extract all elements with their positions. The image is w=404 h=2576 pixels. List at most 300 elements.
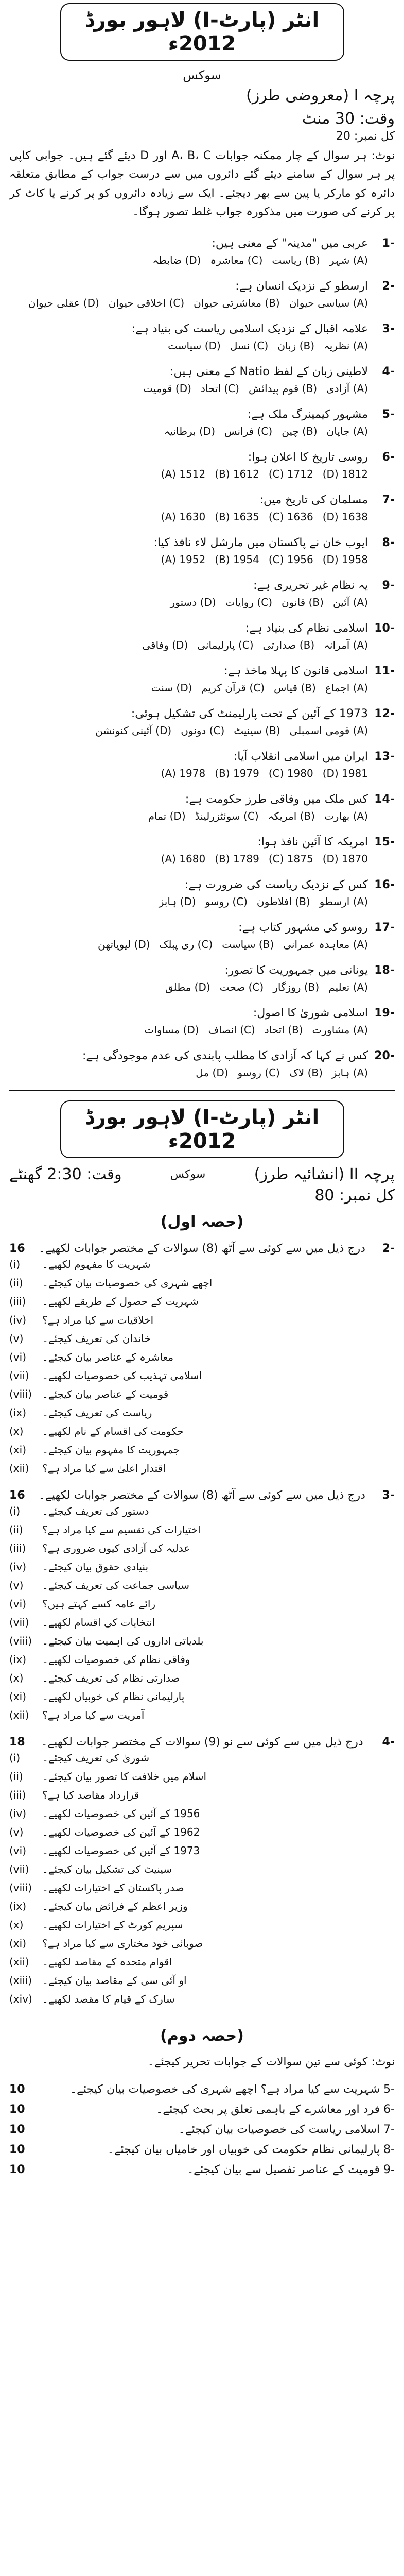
mcq-options xyxy=(9,466,395,482)
paper2-marks: کل نمبر: 80 xyxy=(314,1187,395,1205)
mcq-item xyxy=(9,237,395,268)
long-question-text: پارلیمانی نظام حکومت کی خوبیاں اور خامیاں بیان کیجئے۔ xyxy=(107,2143,380,2157)
long-question-number: -7 xyxy=(380,2123,395,2137)
mcq-option: 1958 (D) xyxy=(322,553,368,566)
mcq-question xyxy=(9,622,395,635)
mcq-item xyxy=(9,451,395,482)
short-question-number: (xi) xyxy=(9,1444,26,1456)
mcq-option: (A) قومی اسمبلی xyxy=(289,724,368,737)
mcq-item xyxy=(9,536,395,568)
mcq-question xyxy=(9,365,395,378)
mcq-option: 1636 (C) xyxy=(268,511,313,523)
mcq-options xyxy=(9,680,395,696)
short-question xyxy=(9,1311,395,1329)
short-question-number: (v) xyxy=(9,1332,24,1345)
mcq-item xyxy=(9,707,395,739)
short-question-text: بلدیاتی اداروں کی اہمیت بیان کیجئے۔ xyxy=(42,1635,204,1648)
long-question-body xyxy=(108,2143,395,2156)
short-question-text: اقتدار اعلیٰ سے کیا مراد ہے؟ xyxy=(42,1462,166,1475)
short-question xyxy=(9,1804,395,1823)
mcq-number: -2 xyxy=(382,280,395,293)
mcq-option: (D) مطلق xyxy=(165,981,210,994)
short-question xyxy=(9,1786,395,1804)
mcq-option: (B) چین xyxy=(282,425,318,438)
mcq-option: (A) ارسطو xyxy=(319,895,368,908)
short-question xyxy=(9,1934,395,1953)
short-question-text: اخلاقیات سے کیا مراد ہے؟ xyxy=(42,1314,154,1327)
short-question xyxy=(9,1557,395,1576)
mcq-option: (A) سیاسی حیوان xyxy=(289,297,368,310)
question-marks: 16 xyxy=(9,1242,25,1256)
long-question-body xyxy=(70,2083,395,2096)
mcq-number: -11 xyxy=(374,665,395,678)
mcq-option: 1980 (C) xyxy=(268,767,313,780)
long-question-body xyxy=(156,2103,395,2116)
question-number: -2 xyxy=(382,1242,395,1256)
mcq-stem: اسلامی قانون کا پہلا ماخذ ہے: xyxy=(224,665,368,678)
mcq-option: 1978 (A) xyxy=(161,767,206,780)
mcq-option: 1630 (A) xyxy=(161,511,206,523)
mcq-number: -20 xyxy=(374,1049,395,1063)
mcq-item xyxy=(9,622,395,653)
short-question-text: اقوام متحدہ کے مقاصد لکھیے۔ xyxy=(42,1956,172,1969)
mcq-option: (B) افلاطون xyxy=(256,895,310,908)
short-question xyxy=(9,1916,395,1934)
long-question-marks: 10 xyxy=(9,2103,25,2116)
short-question xyxy=(9,1613,395,1632)
short-question-number: (v) xyxy=(9,1579,24,1592)
mcq-option: 1512 (A) xyxy=(161,468,206,481)
short-question-text: انتخابات کی اقسام لکھیے۔ xyxy=(42,1616,155,1629)
mcq-number: -13 xyxy=(374,750,395,764)
paper2-type: پرچہ II (انشائیہ طرز) xyxy=(254,1165,395,1184)
mcq-option: (D) ہابز xyxy=(159,895,196,908)
short-question-number: (ii) xyxy=(9,1277,23,1290)
mcq-option: (D) تمام xyxy=(148,810,186,823)
mcq-option: 1812 (D) xyxy=(322,468,368,481)
long-question-text: اسلامی ریاست کی خصوصیات بیان کیجئے۔ xyxy=(178,2123,380,2137)
mcq-option: (C) روایات xyxy=(225,596,272,609)
paper1-marks: کل نمبر: 20 xyxy=(336,130,395,143)
short-question-number: (x) xyxy=(9,1919,24,1931)
short-question-text: شہریت کا مفہوم لکھیے۔ xyxy=(42,1258,151,1271)
mcq-option: (D) قومیت xyxy=(143,382,191,395)
mcq-option: 1638 (D) xyxy=(322,511,368,523)
short-question xyxy=(9,1440,395,1459)
mcq-question xyxy=(9,280,395,293)
short-question xyxy=(9,1255,395,1274)
mcq-number: -10 xyxy=(374,622,395,635)
mcq-number: -9 xyxy=(382,579,395,592)
mcq-stem: یونانی میں جمہوریت کا تصور: xyxy=(224,964,368,977)
short-question-text: صدارتی نظام کی تعریف کیجئے۔ xyxy=(42,1672,180,1685)
short-question xyxy=(9,1348,395,1366)
mcq-option: (B) لاک xyxy=(289,1066,323,1079)
short-question-text: خاندان کی تعریف کیجئے۔ xyxy=(42,1332,151,1345)
short-question xyxy=(9,1576,395,1595)
mcq-option: 1789 (B) xyxy=(215,853,259,866)
question-instruction: درج ذیل میں سے کوئی سے آٹھ (8) سوالات کے مختصر جوابات لکھیے۔ xyxy=(39,1489,365,1502)
long-question-number: -9 xyxy=(380,2163,395,2177)
mcq-item xyxy=(9,365,395,397)
short-question-text: آمریت سے کیا مراد ہے؟ xyxy=(42,1709,145,1722)
mcq-option: (D) آئینی کنونشن xyxy=(95,724,172,737)
mcq-option: (A) ہابز xyxy=(331,1066,368,1079)
mcq-item xyxy=(9,793,395,824)
mcq-option: (D) برطانیہ xyxy=(164,425,216,438)
mcq-item xyxy=(9,836,395,867)
mcq-stem: روسی تاریخ کا اعلان ہوا: xyxy=(248,451,368,464)
mcq-question xyxy=(9,707,395,720)
short-question-number: (iv) xyxy=(9,1807,26,1820)
mcq-stem: کس کے نزدیک ریاست کی ضرورت ہے: xyxy=(185,878,368,892)
mcq-option: (D) سیاست xyxy=(168,340,221,352)
paper2-title: انٹر (پارٹ-I) لاہور بورڈ 2012ء xyxy=(60,1100,344,1158)
mcq-item xyxy=(9,878,395,910)
mcq-option: 1875 (C) xyxy=(268,853,313,866)
mcq-stem: ایوب خان نے پاکستان میں مارشل لاء نافذ کیا: xyxy=(153,536,368,550)
long-question-text: شہریت سے کیا مراد ہے؟ اچھے شہری کی خصوصیات بیان کیجئے۔ xyxy=(70,2083,380,2096)
question-head xyxy=(9,1242,395,1255)
short-question xyxy=(9,1971,395,1990)
short-question-number: (iii) xyxy=(9,1295,26,1308)
short-question-number: (vii) xyxy=(9,1616,29,1629)
short-question-text: صوبائی خود مختاری سے کیا مراد ہے؟ xyxy=(42,1937,203,1950)
mcq-option: (C) اتحاد xyxy=(200,382,239,395)
mcq-list xyxy=(0,237,404,1081)
mcq-options xyxy=(9,637,395,653)
short-question-text: دستور کی تعریف کیجئے۔ xyxy=(42,1505,149,1518)
mcq-number: -5 xyxy=(382,408,395,421)
mcq-option: (C) انصاف xyxy=(208,1024,255,1037)
mcq-stem: اسلامی نظام کی بنیاد ہے: xyxy=(245,622,368,635)
mcq-question xyxy=(9,793,395,806)
mcq-number: -16 xyxy=(374,878,395,892)
mcq-question xyxy=(9,1007,395,1020)
long-question-number: -6 xyxy=(380,2103,395,2116)
mcq-option: (A) آئین xyxy=(332,596,368,609)
long-question xyxy=(0,2103,404,2116)
short-question-number: (vi) xyxy=(9,1598,26,1611)
mcq-option: (C) پارلیمانی xyxy=(197,639,254,652)
question-marks: 18 xyxy=(9,1736,25,1749)
mcq-stem: کس ملک میں وفاقی طرز حکومت ہے: xyxy=(185,793,368,806)
mcq-item xyxy=(9,921,395,953)
mcq-option: (B) امریکہ xyxy=(268,810,315,823)
short-question-number: (xi) xyxy=(9,1937,26,1950)
short-question-text: او آئی سی کے مقاصد بیان کیجئے۔ xyxy=(42,1974,187,1987)
short-question-number: (ii) xyxy=(9,1523,23,1536)
mcq-option: (D) وفاقی xyxy=(142,639,188,652)
mcq-options xyxy=(9,1022,395,1038)
mcq-option: (D) مساوات xyxy=(144,1024,199,1037)
mcq-option: (C) معاشرہ xyxy=(210,254,263,267)
short-question xyxy=(9,1502,395,1520)
short-question xyxy=(9,1459,395,1478)
question-head xyxy=(9,1736,395,1749)
short-question-number: (vii) xyxy=(9,1863,29,1876)
mcq-options xyxy=(9,765,395,782)
short-question-text: ریاست کی تعریف کیجئے۔ xyxy=(42,1406,152,1419)
mcq-option: (A) بھارت xyxy=(324,810,368,823)
short-question-number: (vi) xyxy=(9,1351,26,1364)
section2-title: (حصہ دوم) xyxy=(160,2027,244,2045)
short-question-number: (ix) xyxy=(9,1900,26,1913)
short-question-text: 1962 کے آئین کی خصوصیات لکھیے۔ xyxy=(42,1826,200,1839)
mcq-number: -1 xyxy=(382,237,395,250)
mcq-option: (C) قرآن کریم xyxy=(201,682,265,694)
mcq-option: (B) روزگار xyxy=(273,981,320,994)
mcq-stem: یہ نظام غیر تحریری ہے: xyxy=(253,579,368,592)
paper2-subject: سوکس xyxy=(170,1168,206,1181)
short-question xyxy=(9,1878,395,1897)
mcq-options xyxy=(9,551,395,568)
mcq-option: (B) صدارتی xyxy=(262,639,315,652)
short-question-number: (ix) xyxy=(9,1653,26,1666)
short-question-number: (vii) xyxy=(9,1369,29,1382)
short-question-number: (vi) xyxy=(9,1844,26,1857)
mcq-item xyxy=(9,280,395,311)
short-question-number: (xiv) xyxy=(9,1993,32,2006)
short-question-text: سیاسی جماعت کی تعریف کیجئے۔ xyxy=(42,1579,189,1592)
mcq-option: (D) ضابطہ xyxy=(152,254,201,267)
short-question-text: معاشرہ کے عناصر بیان کیجئے۔ xyxy=(42,1351,174,1364)
mcq-options xyxy=(9,509,395,525)
mcq-number: -3 xyxy=(382,323,395,336)
short-question-number: (x) xyxy=(9,1672,24,1685)
mcq-question xyxy=(9,536,395,549)
long-question-marks: 10 xyxy=(9,2163,25,2177)
long-question xyxy=(0,2123,404,2136)
long-question-number: -5 xyxy=(380,2083,395,2096)
question-2 xyxy=(0,1242,404,1478)
mcq-option: 1870 (D) xyxy=(322,853,368,866)
short-question-number: (i) xyxy=(9,1258,21,1271)
short-question xyxy=(9,1669,395,1687)
short-question-number: (xii) xyxy=(9,1709,29,1722)
short-question-number: (iv) xyxy=(9,1314,26,1327)
short-question-text: سپریم کورٹ کے اختیارات لکھیے۔ xyxy=(42,1919,183,1931)
mcq-item xyxy=(9,408,395,439)
mcq-question xyxy=(9,665,395,677)
mcq-stem: مشہور کیمینرگ ملک ہے: xyxy=(247,408,368,421)
mcq-option: 1635 (B) xyxy=(215,511,259,523)
short-question-text: 1973 کے آئین کی خصوصیات لکھیے۔ xyxy=(42,1844,200,1857)
short-question-text: اچھے شہری کی خصوصیات بیان کیجئے۔ xyxy=(42,1277,213,1290)
mcq-item xyxy=(9,964,395,995)
mcq-option: (D) دستور xyxy=(170,596,216,609)
mcq-option: (D) سنت xyxy=(151,682,192,694)
mcq-option: 1712 (C) xyxy=(268,468,313,481)
long-question-number: -8 xyxy=(380,2143,395,2157)
paper1-note: نوٹ: ہر سوال کے چار ممکنہ جوابات A، B، C اور D دیئے گئے ہیں۔ جوابی کاپی پر ہر سوال کے سامنے دیئے گئے دائروں میں سے درست جواب کے مطابق متعلقہ دائرہ کو مارکر یا پین سے بھر دیجئے۔ ایک سے زیادہ دائروں کو پر کرنے یا کاٹ کر پر کرنے کی صورت میں مذکورہ جواب غلط تصور ہوگا۔ xyxy=(9,149,395,218)
mcq-question xyxy=(9,323,395,335)
mcq-options xyxy=(9,594,395,611)
mcq-option: 1979 (B) xyxy=(215,767,259,780)
mcq-number: -17 xyxy=(374,921,395,935)
mcq-stem: روسو کی مشہور کتاب ہے: xyxy=(238,921,368,935)
mcq-question xyxy=(9,921,395,934)
mcq-options xyxy=(9,936,395,953)
short-question-text: جمہوریت کا مفہوم بیان کیجئے۔ xyxy=(42,1444,180,1456)
short-question xyxy=(9,1274,395,1292)
mcq-number: -7 xyxy=(382,494,395,507)
short-question-number: (viii) xyxy=(9,1882,32,1894)
mcq-item xyxy=(9,1049,395,1081)
short-question xyxy=(9,1595,395,1613)
mcq-option: (D) مل xyxy=(196,1066,229,1079)
mcq-option: 1956 (C) xyxy=(268,553,313,566)
mcq-option: (A) نظریہ xyxy=(324,340,368,352)
mcq-option: (D) لیویاتھن xyxy=(98,938,150,951)
short-question-text: سینیٹ کی تشکیل بیان کیجئے۔ xyxy=(42,1863,172,1876)
mcq-option: 1612 (B) xyxy=(215,468,259,481)
mcq-option: (C) دونوں xyxy=(181,724,225,737)
mcq-option: (A) معاہدہ عمرانی xyxy=(283,938,368,951)
short-question xyxy=(9,1520,395,1539)
mcq-option: (B) اتحاد xyxy=(264,1024,303,1037)
mcq-option: (A) شہر xyxy=(329,254,368,267)
short-question-number: (ix) xyxy=(9,1406,26,1419)
mcq-number: -19 xyxy=(374,1007,395,1020)
mcq-options xyxy=(9,851,395,867)
paper1-type: پرچہ I (معروضی طرز) xyxy=(246,87,395,105)
mcq-option: 1954 (B) xyxy=(215,553,259,566)
mcq-question xyxy=(9,237,395,250)
paper1-time: وقت: 30 منٹ xyxy=(302,110,395,128)
mcq-item xyxy=(9,579,395,611)
short-question-text: 1956 کے آئین کی خصوصیات لکھیے۔ xyxy=(42,1807,200,1820)
mcq-question xyxy=(9,836,395,849)
long-question-text: قومیت کے عناصر تفصیل سے بیان کیجئے۔ xyxy=(187,2163,380,2177)
question-number: -4 xyxy=(382,1736,395,1749)
short-question-number: (i) xyxy=(9,1505,21,1518)
short-question xyxy=(9,1823,395,1841)
section-divider xyxy=(9,1090,395,1091)
mcq-item xyxy=(9,665,395,696)
short-question xyxy=(9,1953,395,1971)
mcq-options xyxy=(9,295,395,311)
long-question-text: فرد اور معاشرے کے باہمی تعلق پر بحث کیجئے۔ xyxy=(156,2103,380,2116)
short-question-number: (v) xyxy=(9,1826,24,1839)
mcq-number: -6 xyxy=(382,451,395,464)
mcq-number: -18 xyxy=(374,964,395,977)
mcq-option: (C) ری پبلک xyxy=(159,938,213,951)
mcq-option: (C) صحت xyxy=(219,981,264,994)
mcq-option: (B) ریاست xyxy=(272,254,320,267)
long-question-marks: 10 xyxy=(9,2123,25,2137)
mcq-stem: ایران میں اسلامی انقلاب آیا: xyxy=(233,750,368,764)
mcq-options xyxy=(9,337,395,354)
short-question-number: (viii) xyxy=(9,1388,32,1401)
short-question xyxy=(9,1403,395,1422)
long-question-marks: 10 xyxy=(9,2083,25,2096)
mcq-question xyxy=(9,964,395,977)
mcq-stem: کس نے کہا کہ آزادی کا مطلب پابندی کی عدم موجودگی ہے: xyxy=(82,1049,368,1063)
short-question-text: شوریٰ کی تعریف کیجئے۔ xyxy=(42,1752,150,1765)
short-question-number: (iv) xyxy=(9,1561,26,1573)
mcq-option: (C) نسل xyxy=(230,340,269,352)
short-question-number: (iii) xyxy=(9,1789,26,1802)
mcq-option: (B) سیاست xyxy=(222,938,274,951)
short-question-text: حکومت کی اقسام کے نام لکھیے۔ xyxy=(42,1425,184,1438)
mcq-options xyxy=(9,722,395,739)
short-question-number: (iii) xyxy=(9,1542,26,1555)
short-question xyxy=(9,1632,395,1650)
mcq-option: (A) جاپان xyxy=(326,425,368,438)
mcq-question xyxy=(9,579,395,592)
mcq-option: 1952 (A) xyxy=(161,553,206,566)
short-question xyxy=(9,1650,395,1669)
short-question-number: (viii) xyxy=(9,1635,32,1648)
short-question xyxy=(9,1687,395,1706)
mcq-item xyxy=(9,323,395,354)
mcq-option: (A) تعلیم xyxy=(328,981,368,994)
mcq-option: (B) قوم پیدائش xyxy=(248,382,317,395)
short-question xyxy=(9,1706,395,1724)
mcq-option: (C) سوئٹزرلینڈ xyxy=(195,810,259,823)
paper2-time: وقت: 2:30 گھنٹے xyxy=(9,1165,122,1184)
short-question-text: بنیادی حقوق بیان کیجئے۔ xyxy=(42,1561,149,1573)
short-question-text: قومیت کے عناصر بیان کیجئے۔ xyxy=(42,1388,169,1401)
mcq-option: (A) مشاورت xyxy=(312,1024,368,1037)
mcq-question xyxy=(9,878,395,891)
mcq-options xyxy=(9,1064,395,1081)
question-number: -3 xyxy=(382,1489,395,1502)
mcq-number: -8 xyxy=(382,536,395,550)
mcq-option: (D) عقلی حیوان xyxy=(28,297,99,310)
mcq-question xyxy=(9,1049,395,1062)
short-question-text: شہریت کے حصول کے طریقے لکھیے۔ xyxy=(42,1295,199,1308)
question-instruction: درج ذیل میں سے کوئی سے آٹھ (8) سوالات کے مختصر جوابات لکھیے۔ xyxy=(39,1242,365,1256)
mcq-item xyxy=(9,1007,395,1038)
section1-title: (حصہ اول) xyxy=(160,1213,244,1231)
long-question xyxy=(0,2143,404,2156)
mcq-option: 1981 (D) xyxy=(322,767,368,780)
paper1-subject: سوکس xyxy=(183,68,221,82)
mcq-option: (B) زبان xyxy=(277,340,315,352)
short-question-text: رائے عامہ کسے کہتے ہیں؟ xyxy=(42,1598,156,1611)
mcq-stem: امریکہ کا آئین نافذ ہوا: xyxy=(257,836,368,849)
mcq-stem: اسلامی شوریٰ کا اصول: xyxy=(253,1007,368,1020)
short-question-text: وفاقی نظام کی خصوصیات لکھیے۔ xyxy=(42,1653,190,1666)
mcq-option: (A) آمرانہ xyxy=(324,639,368,652)
short-question-number: (xiii) xyxy=(9,1974,32,1987)
mcq-stem: عربی میں "مدینہ" کے معنی ہیں: xyxy=(212,237,368,250)
short-question-number: (x) xyxy=(9,1425,24,1438)
mcq-question xyxy=(9,750,395,763)
mcq-stem: 1973 کے آئین کے تحت پارلیمنٹ کی تشکیل ہوئی: xyxy=(131,707,368,721)
short-question xyxy=(9,1422,395,1440)
mcq-question xyxy=(9,451,395,464)
mcq-stem: علامہ اقبال کے نزدیک اسلامی ریاست کی بنیاد ہے: xyxy=(131,323,368,336)
mcq-option: (A) آزادی xyxy=(326,382,368,395)
mcq-stem: مسلمان کی تاریخ میں: xyxy=(259,494,368,507)
long-question-marks: 10 xyxy=(9,2143,25,2157)
mcq-options xyxy=(9,893,395,910)
mcq-options xyxy=(9,808,395,824)
short-question xyxy=(9,1990,395,2008)
mcq-option: 1680 (A) xyxy=(161,853,206,866)
paper1-title: انٹر (پارٹ-I) لاہور بورڈ 2012ء xyxy=(60,3,344,61)
question-4 xyxy=(0,1736,404,2008)
short-question xyxy=(9,1329,395,1348)
mcq-number: -14 xyxy=(374,793,395,806)
short-question-text: اسلام میں خلافت کا تصور بیان کیجئے۔ xyxy=(42,1770,207,1783)
mcq-option: (B) قانون xyxy=(282,596,324,609)
short-question-number: (xii) xyxy=(9,1956,29,1969)
mcq-option: (C) فرانس xyxy=(224,425,273,438)
